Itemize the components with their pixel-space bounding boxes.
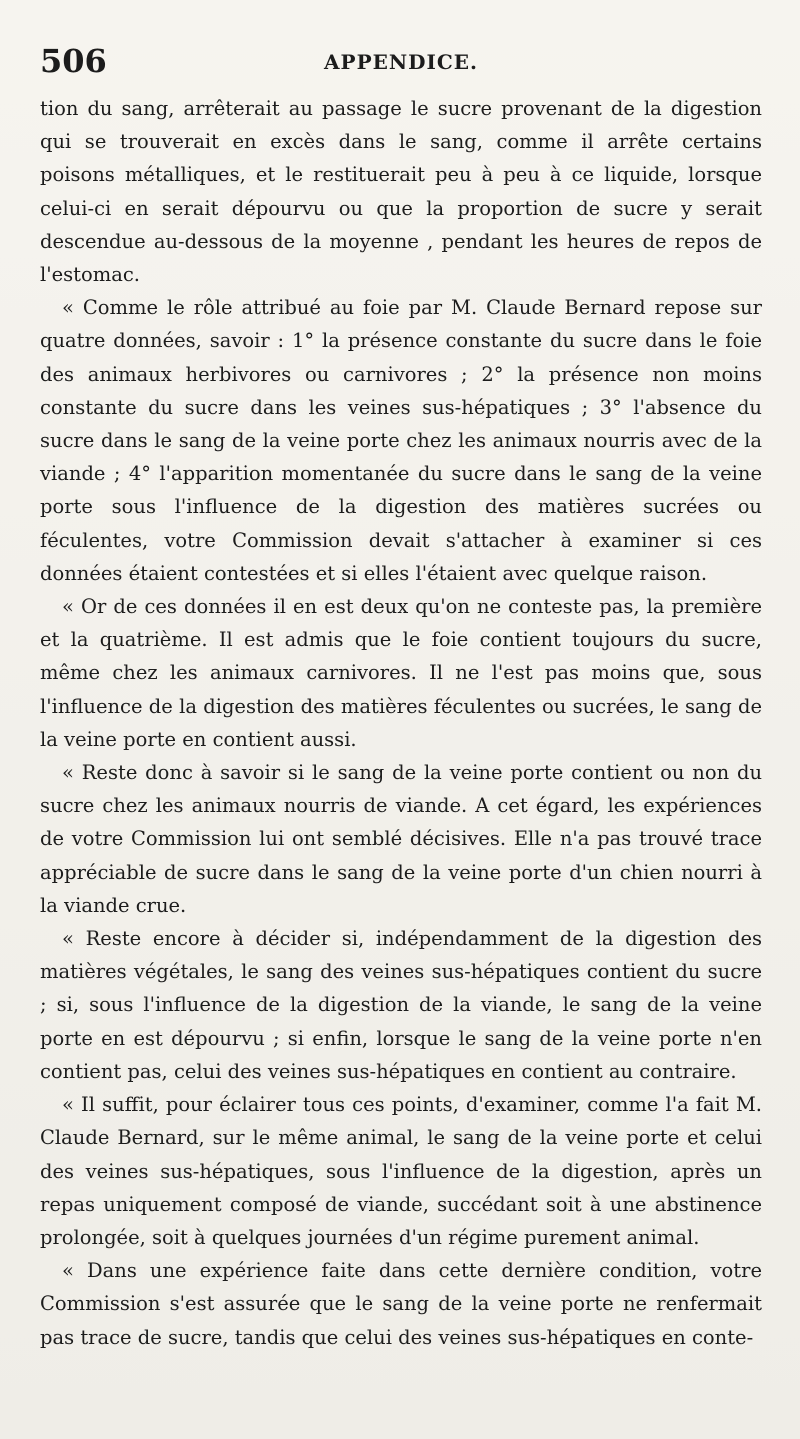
running-head: APPENDICE. bbox=[324, 50, 478, 74]
paragraph-experience: « Dans une expérience faite dans cette dernière condition, votre Commission s'est assurée que le sang de la veine porte ne renfermait pas trace de sucre, tandis que celui des veines sus-hépatiques en conte- bbox=[40, 1259, 762, 1349]
paragraph-methode-examen: « Il suffit, pour éclairer tous ces points, d'examiner, comme l'a fait M. Claude Bernard, sur le même animal, le sang de la veine porte et celui des veines sus-hépatiques, sous l'influence de la digestion, après un repas uniquement composé de viande, succédant soit à une abstinence prolongée, soit à quelques journées d'un régime purement animal. bbox=[40, 1093, 762, 1249]
paragraph-donnees-non-contestees: « Or de ces données il en est deux qu'on ne conteste pas, la première et la quatrième. Il est admis que le foie contient toujours du sucre, même chez les animaux carnivores. Il ne l'est pas moins que, sous l'influence de la digestion des matières féculentes ou sucrées, le sang de la veine porte en contient aussi. bbox=[40, 595, 762, 751]
body-text bbox=[40, 92, 762, 1354]
page-header bbox=[40, 40, 762, 90]
paragraph-veines-sus-hepatiques: « Reste encore à décider si, indépendamment de la digestion des matières végétales, le sang des veines sus-hépatiques contient du sucre ; si, sous l'influence de la digestion de la viande, le sang de la veine porte en est dépourvu ; si enfin, lorsque le sang de la veine porte n'en contient pas, celui des veines sus-hépatiques en contient au contraire. bbox=[40, 927, 762, 1083]
paragraph-continuation: tion du sang, arrêterait au passage le sucre provenant de la digestion qui se trouverait en excès dans le sang, comme il arrête certains poisons métalliques, et le restituerait peu à peu à ce liquide, lorsque celui-ci en serait dépourvu ou que la proportion de sucre y serait descendue au-dessous de la moyenne , pendant les heures de repos de l'estomac. bbox=[40, 97, 762, 287]
paragraph-veine-porte-viande: « Reste donc à savoir si le sang de la veine porte contient ou non du sucre chez les animaux nourris de viande. A cet égard, les expériences de votre Commission lui ont semblé décisives. Elle n'a pas trouvé trace appréciable de sucre dans le sang de la veine porte d'un chien nourri à la viande crue. bbox=[40, 761, 762, 917]
page-number: 506 bbox=[40, 42, 107, 80]
paragraph-role-du-foie: « Comme le rôle attribué au foie par M. Claude Bernard repose sur quatre données, savoir : 1° la présence constante du sucre dans le foie des animaux herbivores ou carnivores ; 2° la présence non moins constante du sucre dans les veines sus-hépatiques ; 3° l'absence du sucre dans le sang de la veine porte chez les animaux nourris avec de la viande ; 4° l'apparition momentanée du sucre dans le sang de la veine porte sous l'influence de la digestion des matières sucrées ou féculentes, votre Commission devait s'attacher à examiner si ces données étaient contestées et si elles l'étaient avec quelque raison. bbox=[40, 296, 762, 585]
